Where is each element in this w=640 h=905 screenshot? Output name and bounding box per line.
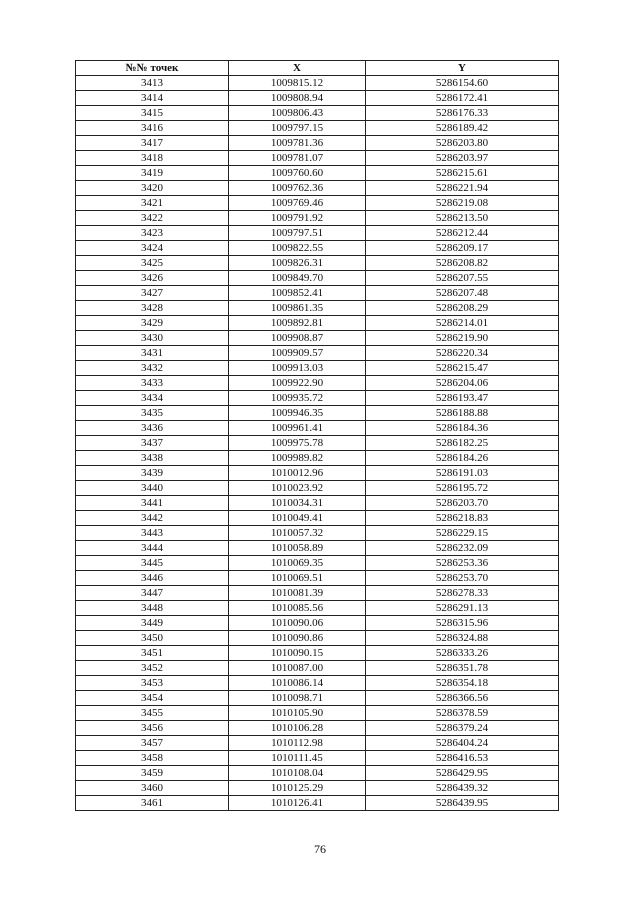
cell-x: 1009852.41: [229, 286, 366, 301]
cell-y: 5286176.33: [366, 106, 559, 121]
table-row: [76, 256, 559, 271]
cell-point-number: 3425: [76, 256, 229, 271]
cell-x: 1010108.04: [229, 766, 366, 781]
cell-x: 1009762.36: [229, 181, 366, 196]
table-row: [76, 556, 559, 571]
cell-y: 5286439.95: [366, 796, 559, 811]
table-row: [76, 271, 559, 286]
cell-x: 1009922.90: [229, 376, 366, 391]
cell-point-number: 3437: [76, 436, 229, 451]
cell-x: 1009760.60: [229, 166, 366, 181]
cell-y: 5286439.32: [366, 781, 559, 796]
cell-point-number: 3432: [76, 361, 229, 376]
cell-point-number: 3420: [76, 181, 229, 196]
cell-point-number: 3413: [76, 76, 229, 91]
cell-y: 5286220.34: [366, 346, 559, 361]
cell-point-number: 3415: [76, 106, 229, 121]
cell-x: 1010090.86: [229, 631, 366, 646]
table-row: [76, 481, 559, 496]
cell-point-number: 3448: [76, 601, 229, 616]
table-header: [76, 61, 559, 76]
cell-y: 5286208.82: [366, 256, 559, 271]
header-x: X: [229, 61, 366, 76]
cell-point-number: 3436: [76, 421, 229, 436]
cell-x: 1010058.89: [229, 541, 366, 556]
cell-x: 1010125.29: [229, 781, 366, 796]
table-row: [76, 346, 559, 361]
cell-y: 5286188.88: [366, 406, 559, 421]
cell-x: 1009806.43: [229, 106, 366, 121]
table-row: [76, 541, 559, 556]
cell-y: 5286172.41: [366, 91, 559, 106]
cell-y: 5286291.13: [366, 601, 559, 616]
cell-x: 1009892.81: [229, 316, 366, 331]
cell-x: 1010069.35: [229, 556, 366, 571]
table-row: [76, 241, 559, 256]
cell-x: 1009791.92: [229, 211, 366, 226]
cell-point-number: 3443: [76, 526, 229, 541]
cell-point-number: 3433: [76, 376, 229, 391]
table-row: [76, 211, 559, 226]
table-row: [76, 721, 559, 736]
table-row: [76, 616, 559, 631]
cell-y: 5286253.36: [366, 556, 559, 571]
cell-y: 5286351.78: [366, 661, 559, 676]
cell-x: 1010086.14: [229, 676, 366, 691]
table-row: [76, 751, 559, 766]
cell-x: 1010105.90: [229, 706, 366, 721]
cell-point-number: 3439: [76, 466, 229, 481]
cell-point-number: 3421: [76, 196, 229, 211]
table-row: [76, 181, 559, 196]
table-row: [76, 646, 559, 661]
table-row: [76, 106, 559, 121]
cell-x: 1009908.87: [229, 331, 366, 346]
cell-x: 1010090.06: [229, 616, 366, 631]
cell-y: 5286429.95: [366, 766, 559, 781]
page-number: 76: [314, 842, 326, 856]
cell-point-number: 3422: [76, 211, 229, 226]
cell-point-number: 3416: [76, 121, 229, 136]
cell-y: 5286278.33: [366, 586, 559, 601]
cell-x: 1009913.03: [229, 361, 366, 376]
table-row: [76, 691, 559, 706]
cell-x: 1010087.00: [229, 661, 366, 676]
cell-point-number: 3429: [76, 316, 229, 331]
cell-point-number: 3440: [76, 481, 229, 496]
cell-point-number: 3428: [76, 301, 229, 316]
cell-x: 1009989.82: [229, 451, 366, 466]
cell-x: 1009861.35: [229, 301, 366, 316]
cell-y: 5286195.72: [366, 481, 559, 496]
table-row: [76, 301, 559, 316]
table-row: [76, 766, 559, 781]
table-row: [76, 706, 559, 721]
cell-point-number: 3417: [76, 136, 229, 151]
cell-y: 5286416.53: [366, 751, 559, 766]
cell-point-number: 3447: [76, 586, 229, 601]
cell-y: 5286203.70: [366, 496, 559, 511]
cell-y: 5286218.83: [366, 511, 559, 526]
table-row: [76, 376, 559, 391]
table-row: [76, 661, 559, 676]
table-row: [76, 196, 559, 211]
cell-y: 5286203.97: [366, 151, 559, 166]
cell-point-number: 3453: [76, 676, 229, 691]
cell-point-number: 3427: [76, 286, 229, 301]
cell-y: 5286184.26: [366, 451, 559, 466]
cell-point-number: 3445: [76, 556, 229, 571]
cell-x: 1009808.94: [229, 91, 366, 106]
table-row: [76, 676, 559, 691]
cell-x: 1010111.45: [229, 751, 366, 766]
table-row: [76, 736, 559, 751]
cell-x: 1009769.46: [229, 196, 366, 211]
cell-x: 1010023.92: [229, 481, 366, 496]
cell-y: 5286213.50: [366, 211, 559, 226]
cell-x: 1010112.98: [229, 736, 366, 751]
cell-point-number: 3461: [76, 796, 229, 811]
header-point-number: №№ точек: [76, 61, 229, 76]
header-y: Y: [366, 61, 559, 76]
table-row: [76, 466, 559, 481]
table-row: [76, 136, 559, 151]
cell-x: 1010126.41: [229, 796, 366, 811]
table-row: [76, 781, 559, 796]
cell-point-number: 3435: [76, 406, 229, 421]
cell-x: 1009822.55: [229, 241, 366, 256]
cell-point-number: 3424: [76, 241, 229, 256]
cell-point-number: 3419: [76, 166, 229, 181]
table-row: [76, 286, 559, 301]
table-row: [76, 436, 559, 451]
cell-y: 5286215.47: [366, 361, 559, 376]
cell-point-number: 3431: [76, 346, 229, 361]
cell-x: 1009781.07: [229, 151, 366, 166]
cell-x: 1009797.51: [229, 226, 366, 241]
cell-x: 1009826.31: [229, 256, 366, 271]
table-row: [76, 406, 559, 421]
cell-point-number: 3414: [76, 91, 229, 106]
cell-point-number: 3451: [76, 646, 229, 661]
cell-y: 5286215.61: [366, 166, 559, 181]
table-row: [76, 631, 559, 646]
table-row: [76, 451, 559, 466]
cell-y: 5286189.42: [366, 121, 559, 136]
cell-y: 5286221.94: [366, 181, 559, 196]
cell-point-number: 3455: [76, 706, 229, 721]
cell-x: 1010057.32: [229, 526, 366, 541]
cell-y: 5286212.44: [366, 226, 559, 241]
cell-y: 5286214.01: [366, 316, 559, 331]
cell-x: 1009815.12: [229, 76, 366, 91]
cell-y: 5286229.15: [366, 526, 559, 541]
cell-y: 5286219.90: [366, 331, 559, 346]
cell-point-number: 3446: [76, 571, 229, 586]
cell-point-number: 3423: [76, 226, 229, 241]
cell-point-number: 3438: [76, 451, 229, 466]
cell-y: 5286154.60: [366, 76, 559, 91]
cell-point-number: 3430: [76, 331, 229, 346]
cell-x: 1010106.28: [229, 721, 366, 736]
cell-y: 5286204.06: [366, 376, 559, 391]
cell-point-number: 3454: [76, 691, 229, 706]
header-row: [76, 61, 559, 76]
table-row: [76, 511, 559, 526]
cell-x: 1010090.15: [229, 646, 366, 661]
cell-y: 5286209.17: [366, 241, 559, 256]
cell-point-number: 3460: [76, 781, 229, 796]
table-row: [76, 226, 559, 241]
cell-y: 5286378.59: [366, 706, 559, 721]
cell-x: 1009975.78: [229, 436, 366, 451]
cell-y: 5286193.47: [366, 391, 559, 406]
cell-point-number: 3457: [76, 736, 229, 751]
cell-point-number: 3441: [76, 496, 229, 511]
cell-x: 1010034.31: [229, 496, 366, 511]
table-row: [76, 391, 559, 406]
cell-y: 5286379.24: [366, 721, 559, 736]
cell-y: 5286315.96: [366, 616, 559, 631]
cell-x: 1010069.51: [229, 571, 366, 586]
cell-x: 1009946.35: [229, 406, 366, 421]
table-row: [76, 526, 559, 541]
cell-point-number: 3452: [76, 661, 229, 676]
cell-y: 5286207.48: [366, 286, 559, 301]
cell-x: 1009909.57: [229, 346, 366, 361]
cell-y: 5286191.03: [366, 466, 559, 481]
cell-x: 1009797.15: [229, 121, 366, 136]
table-row: [76, 361, 559, 376]
cell-point-number: 3450: [76, 631, 229, 646]
table-row: [76, 91, 559, 106]
table-row: [76, 316, 559, 331]
cell-y: 5286404.24: [366, 736, 559, 751]
cell-point-number: 3444: [76, 541, 229, 556]
table-row: [76, 601, 559, 616]
cell-x: 1010012.96: [229, 466, 366, 481]
cell-y: 5286203.80: [366, 136, 559, 151]
table-row: [76, 586, 559, 601]
cell-point-number: 3459: [76, 766, 229, 781]
cell-x: 1009849.70: [229, 271, 366, 286]
cell-point-number: 3458: [76, 751, 229, 766]
cell-y: 5286219.08: [366, 196, 559, 211]
cell-x: 1009935.72: [229, 391, 366, 406]
cell-point-number: 3456: [76, 721, 229, 736]
cell-x: 1010049.41: [229, 511, 366, 526]
table-row: [76, 166, 559, 181]
cell-y: 5286253.70: [366, 571, 559, 586]
table-row: [76, 571, 559, 586]
table-row: [76, 151, 559, 166]
cell-x: 1009961.41: [229, 421, 366, 436]
cell-y: 5286324.88: [366, 631, 559, 646]
cell-y: 5286354.18: [366, 676, 559, 691]
cell-x: 1010085.56: [229, 601, 366, 616]
cell-point-number: 3434: [76, 391, 229, 406]
cell-y: 5286232.09: [366, 541, 559, 556]
table-row: [76, 496, 559, 511]
cell-y: 5286366.56: [366, 691, 559, 706]
cell-y: 5286208.29: [366, 301, 559, 316]
cell-x: 1009781.36: [229, 136, 366, 151]
coordinates-table: [75, 60, 559, 811]
table-row: [76, 796, 559, 811]
table-row: [76, 331, 559, 346]
cell-point-number: 3418: [76, 151, 229, 166]
cell-point-number: 3426: [76, 271, 229, 286]
cell-point-number: 3442: [76, 511, 229, 526]
cell-x: 1010098.71: [229, 691, 366, 706]
cell-point-number: 3449: [76, 616, 229, 631]
cell-y: 5286207.55: [366, 271, 559, 286]
table-row: [76, 421, 559, 436]
cell-x: 1010081.39: [229, 586, 366, 601]
cell-y: 5286184.36: [366, 421, 559, 436]
cell-y: 5286182.25: [366, 436, 559, 451]
table-row: [76, 76, 559, 91]
table-row: [76, 121, 559, 136]
cell-y: 5286333.26: [366, 646, 559, 661]
table-body: [76, 76, 559, 811]
